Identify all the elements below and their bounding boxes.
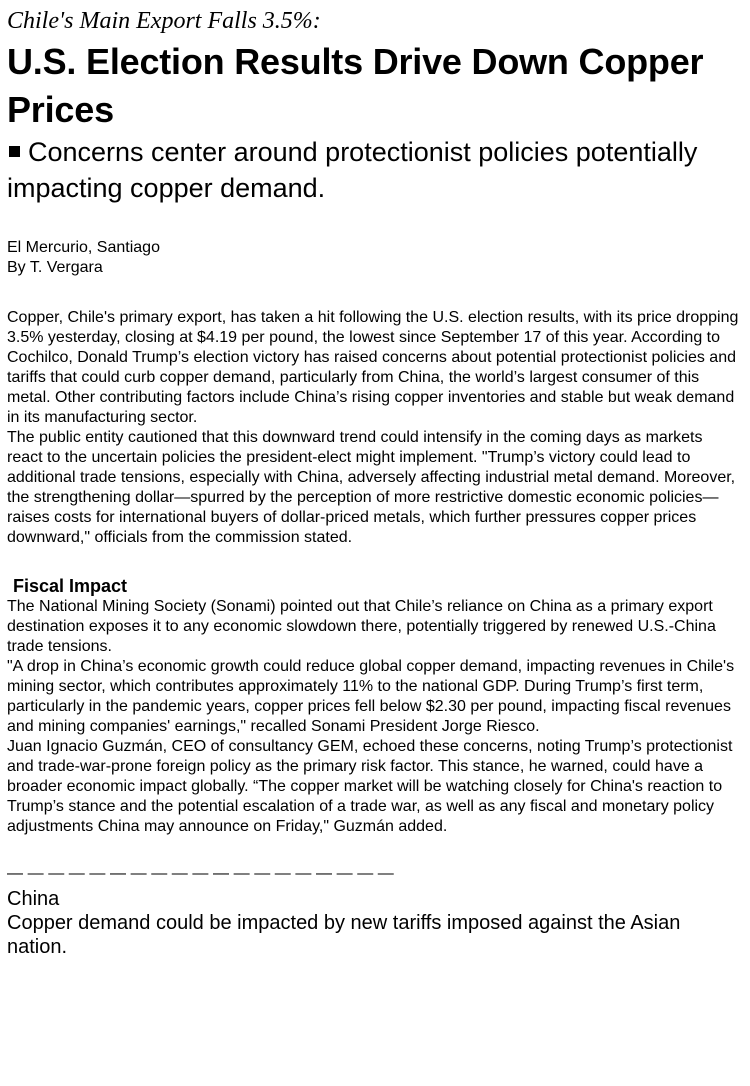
section-paragraph: The National Mining Society (Sonami) pointed out that Chile’s reliance on China as a primary export destination exposes it to any economic slowdown there, potentially triggered by renewed U.S.-China trade tensions.: [7, 598, 716, 655]
article-subhead: [7, 134, 742, 206]
sidebar-text: Copper demand could be impacted by new tariffs imposed against the Asian nation.: [7, 912, 681, 958]
body-paragraph: The public entity cautioned that this downward trend could intensify in the coming days as markets react to the uncertain policies the president-elect might implement. "Trump’s victory could lead to additional trade tensions, especially with China, adversely affecting industrial metal demand. Moreover, the strengthening dollar—spurred by the perception of more restrictive domestic economic policies—raises costs for international buyers of dollar-priced metals, which further pressures copper prices downward," officials from the commission stated.: [7, 429, 736, 546]
article-body: [7, 308, 742, 548]
square-bullet-icon: [9, 146, 20, 157]
article-source: El Mercurio, Santiago: [7, 239, 160, 256]
body-paragraph: Copper, Chile's primary export, has taken a hit following the U.S. election results, with its price dropping 3.5% yesterday, closing at $4.19 per pound, the lowest since September 17 of this year. According to Cochilco, Donald Trump’s election victory has raised concerns about potential protectionist policies and tariffs that could curb copper demand, particularly from China, the world’s largest consumer of this metal. Other contributing factors include China’s rising copper inventories and stable but weak demand in its manufacturing sector.: [7, 309, 739, 426]
section-paragraph: "A drop in China’s economic growth could reduce global copper demand, impacting revenues in Chile's mining sector, which contributes approximately 11% to the national GDP. During Trump’s first term, particularly in the pandemic years, copper prices fell below $2.30 per pound, impacting fiscal revenues and mining companies' earnings," recalled Sonami President Jorge Riesco.: [7, 658, 735, 735]
section-body: [7, 597, 742, 837]
article-subhead-text: Concerns center around protectionist policies potentially impacting copper demand.: [7, 137, 698, 203]
sidebar-title: China: [7, 888, 60, 910]
article-kicker: Chile's Main Export Falls 3.5%:: [7, 8, 321, 34]
separator-line: ———————————————————: [7, 865, 399, 882]
article-headline: U.S. Election Results Drive Down Copper Prices: [7, 41, 704, 130]
section-title: Fiscal Impact: [13, 576, 128, 596]
section-paragraph: Juan Ignacio Guzmán, CEO of consultancy GEM, echoed these concerns, noting Trump’s protectionist and trade-war-prone foreign policy as the primary risk factor. This stance, he warned, could have a broader economic impact globally. “The copper market will be watching closely for China's reaction to Trump’s stance and the potential escalation of a trade war, as well as any fiscal and monetary policy adjustments China may announce on Friday," Guzmán added.: [7, 738, 733, 835]
byline: [7, 238, 742, 278]
article-author: By T. Vergara: [7, 259, 103, 276]
